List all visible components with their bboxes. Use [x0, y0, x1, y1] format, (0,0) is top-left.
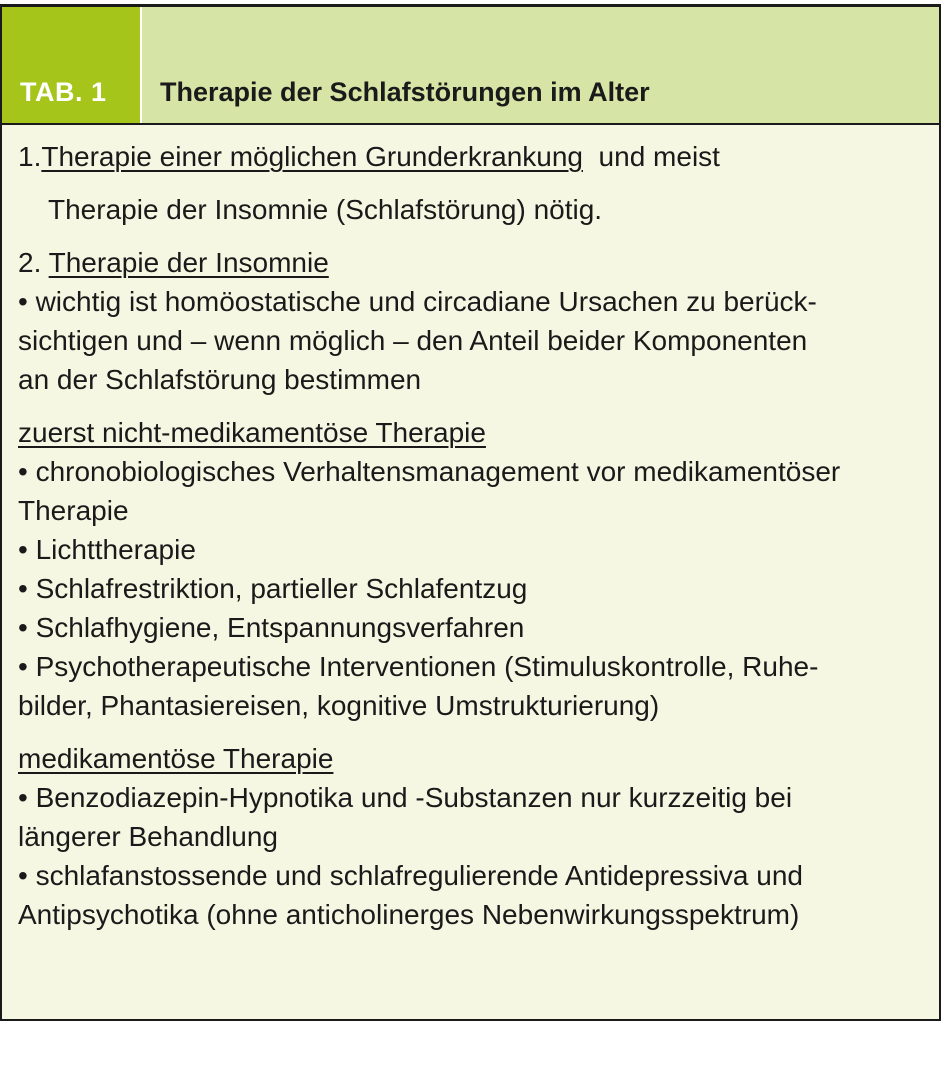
- section4-line: • schlafanstossende und schlafregulierende Antidepressiva und: [18, 860, 803, 891]
- section3-line: Therapie: [18, 495, 129, 526]
- section4-heading-line: [18, 739, 927, 778]
- section3-line: • Schlafhygiene, Entspannungsverfahren: [18, 612, 525, 643]
- table-content: [18, 137, 927, 934]
- section2-heading-line: [18, 243, 927, 282]
- section2-bullet-line: an der Schlafstörung bestimmen: [18, 364, 422, 395]
- section3-line: • Schlafrestriktion, partieller Schlafentzug: [18, 573, 528, 604]
- table-title: Therapie der Schlafstörungen im Alter: [160, 77, 650, 107]
- section4-line: längerer Behandlung: [18, 821, 278, 852]
- section1-heading-suffix: und meist: [583, 141, 720, 172]
- section1-line2: Therapie der Insomnie (Schlafstörung) nötig.: [48, 194, 603, 225]
- tab-label-box: [2, 7, 142, 123]
- section3-heading: zuerst nicht-medikamentöse Therapie: [18, 417, 486, 448]
- section3-line: • Lichttherapie: [18, 534, 196, 565]
- section4-line: Antipsychotika (ohne anticholinerges Nebenwirkungsspektrum): [18, 899, 800, 930]
- table-header: [2, 7, 939, 125]
- section1-heading: Therapie einer möglichen Grunderkrankung: [41, 141, 583, 172]
- therapy-table: [0, 4, 941, 1021]
- section3-line: • chronobiologisches Verhaltensmanagement vor medikamentöser: [18, 456, 841, 487]
- section4-heading: medikamentöse Therapie: [18, 743, 334, 774]
- section3-heading-line: [18, 413, 927, 452]
- section3-line: • Psychotherapeutische Interventionen (Stimuluskontrolle, Ruhe-: [18, 651, 819, 682]
- section2-bullet-line: • wichtig ist homöostatische und circadiane Ursachen zu berück-: [18, 286, 817, 317]
- section1-number: 1.: [18, 141, 42, 172]
- section2-number: 2.: [18, 247, 49, 278]
- tab-label: TAB. 1: [20, 77, 107, 107]
- section3-line: bilder, Phantasiereisen, kognitive Umstrukturierung): [18, 690, 660, 721]
- section4-line: • Benzodiazepin-Hypnotika und -Substanzen nur kurzzeitig bei: [18, 782, 793, 813]
- section1-line1: [18, 137, 927, 176]
- section2-bullet-line: sichtigen und – wenn möglich – den Anteil beider Komponenten: [18, 325, 808, 356]
- section2-heading: Therapie der Insomnie: [48, 247, 329, 278]
